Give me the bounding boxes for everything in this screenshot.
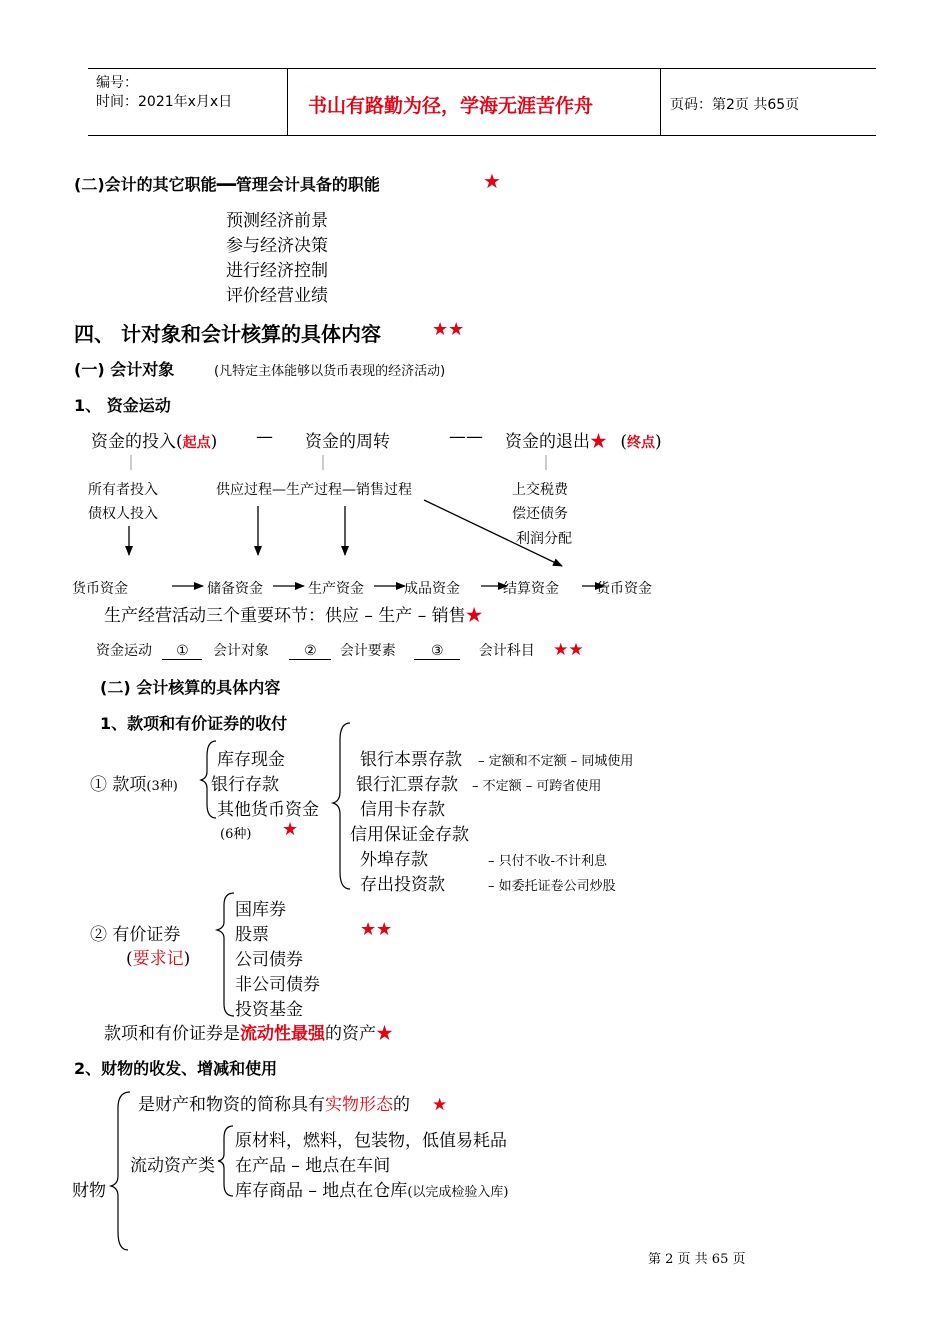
star-icon: ★ [590,432,607,452]
relation-item: 会计对象 [212,643,269,659]
start-point-label: 起点 [182,435,211,451]
function-item: 参与经济决策 [226,236,328,256]
subsection-accounting-object-title: (一) 会计对象 [74,360,175,379]
relation-number: ② [289,643,331,660]
relation-item: 资金运动 [96,643,152,659]
double-star-icon: ★★ [432,319,465,340]
securities-label: ② 有价证券 [90,925,181,945]
star-icon: ★ [483,169,501,193]
exit-item: 偿还债务 [512,506,568,522]
security-item: 非公司债券 [235,975,320,995]
relation-chain [96,640,584,660]
heading-funds-and-securities: 1、款项和有价证券的收付 [100,714,288,733]
star-icon: ★ [465,606,483,626]
owner-invest-label: 所有者投入 [88,482,158,498]
function-item: 预测经济前景 [226,211,328,231]
chain-monetary-capital: 货币资金 [72,581,128,597]
fund-detail: 信用卡存款 [360,800,445,820]
other-funds-note: (6种) [220,827,252,842]
fund-type: 其他货币资金 [217,800,319,820]
fund-detail: 存出投资款 – 如委托证卷公司炒股 [360,875,616,895]
security-item: 公司债券 [235,950,303,970]
subsection-accounting-object-note: (凡特定主体能够以货币表现的经济活动) [214,364,446,379]
property-label: 财物 [72,1181,106,1201]
fund-detail: 信用保证金存款 [350,825,469,845]
chain-production-capital: 生产资金 [308,581,364,597]
function-item: 评价经营业绩 [226,286,328,306]
header-id-label: 编号： [96,75,138,91]
double-star-icon: ★★ [553,640,584,660]
exit-item: 上交税费 [512,482,568,498]
fund-detail: 外埠存款 – 只付不收-不计利息 [360,850,608,870]
double-star-icon: ★★ [360,919,393,940]
flow-dash: —— [449,427,483,447]
relation-item: 会计科目 [478,643,535,659]
current-asset-item: 在产品 – 地点在车间 [235,1156,391,1176]
subsection-accounting-content-title: (二) 会计核算的具体内容 [100,678,281,697]
liquidity-statement: 款项和有价证券是流动性最强的资产★ [104,1024,393,1044]
relation-item: 会计要素 [339,643,396,659]
creditor-invest-label: 债权人投入 [88,506,158,522]
current-assets-label: 流动资产类 [130,1156,215,1176]
security-item: 投资基金 [235,1000,303,1020]
securities-note: (要求记) [126,949,191,969]
flow-dash: — [256,427,273,447]
three-key-links: 生产经营活动三个重要环节：供应 – 生产 – 销售★ [104,606,483,626]
relation-number: ① [162,643,202,660]
section-four-title: 四、 计对象和会计核算的具体内容 [74,322,381,346]
heading-property: 2、财物的收发、增减和使用 [74,1059,278,1078]
current-asset-item: 原材料，燃料，包装物，低值易耗品 [235,1131,507,1151]
star-icon: ★ [432,1095,448,1115]
chain-settlement-capital: 结算资金 [503,581,559,597]
funds-label: ① 款项(3种) [90,775,178,795]
process-label: 供应过程—生产过程—销售过程 [216,482,412,498]
header-time-label: 时间：2021年x月x日 [96,94,233,110]
security-item: 国库券 [235,900,286,920]
function-item: 进行经济控制 [226,261,328,281]
capital-turnover-stage: 资金的周转 [305,432,390,452]
fund-detail: 银行本票存款 – 定额和不定额 – 同城使用 [360,750,634,770]
header-motto: 书山有路勤为径，学海无涯苦作舟 [308,95,594,117]
exit-item: 利润分配 [516,531,572,547]
chain-reserve-capital: 储备资金 [207,581,263,597]
footer-page-number: 第 2 页 共 65 页 [648,1252,746,1267]
fund-type: 银行存款 [211,775,279,795]
chain-monetary-capital-end: 货币资金 [596,581,652,597]
end-point-label: 终点 [627,435,656,451]
property-definition: 是财产和物资的简称具有实物形态的 ★ [138,1095,448,1115]
chain-finished-goods-capital: 成品资金 [404,581,460,597]
relation-number: ③ [414,643,460,660]
star-icon: ★ [376,1024,393,1044]
header-page-label: 页码：第2页 共65页 [670,97,800,113]
fund-type: 库存现金 [217,750,285,770]
heading-capital-movement: 1、 资金运动 [74,396,171,415]
security-item: 股票 [235,925,269,945]
capital-invest-stage: 资金的投入(起点) [91,432,218,452]
current-asset-item: 库存商品 – 地点在仓库(以完成检验入库) [235,1181,509,1201]
fund-detail: 银行汇票存款 – 不定额 – 可跨省使用 [356,775,602,795]
star-icon: ★ [282,819,299,840]
section-other-functions-title: (二)会计的其它职能━━管理会计具备的职能 [74,175,380,194]
capital-exit-stage: 资金的退出★ (终点) [505,432,662,452]
